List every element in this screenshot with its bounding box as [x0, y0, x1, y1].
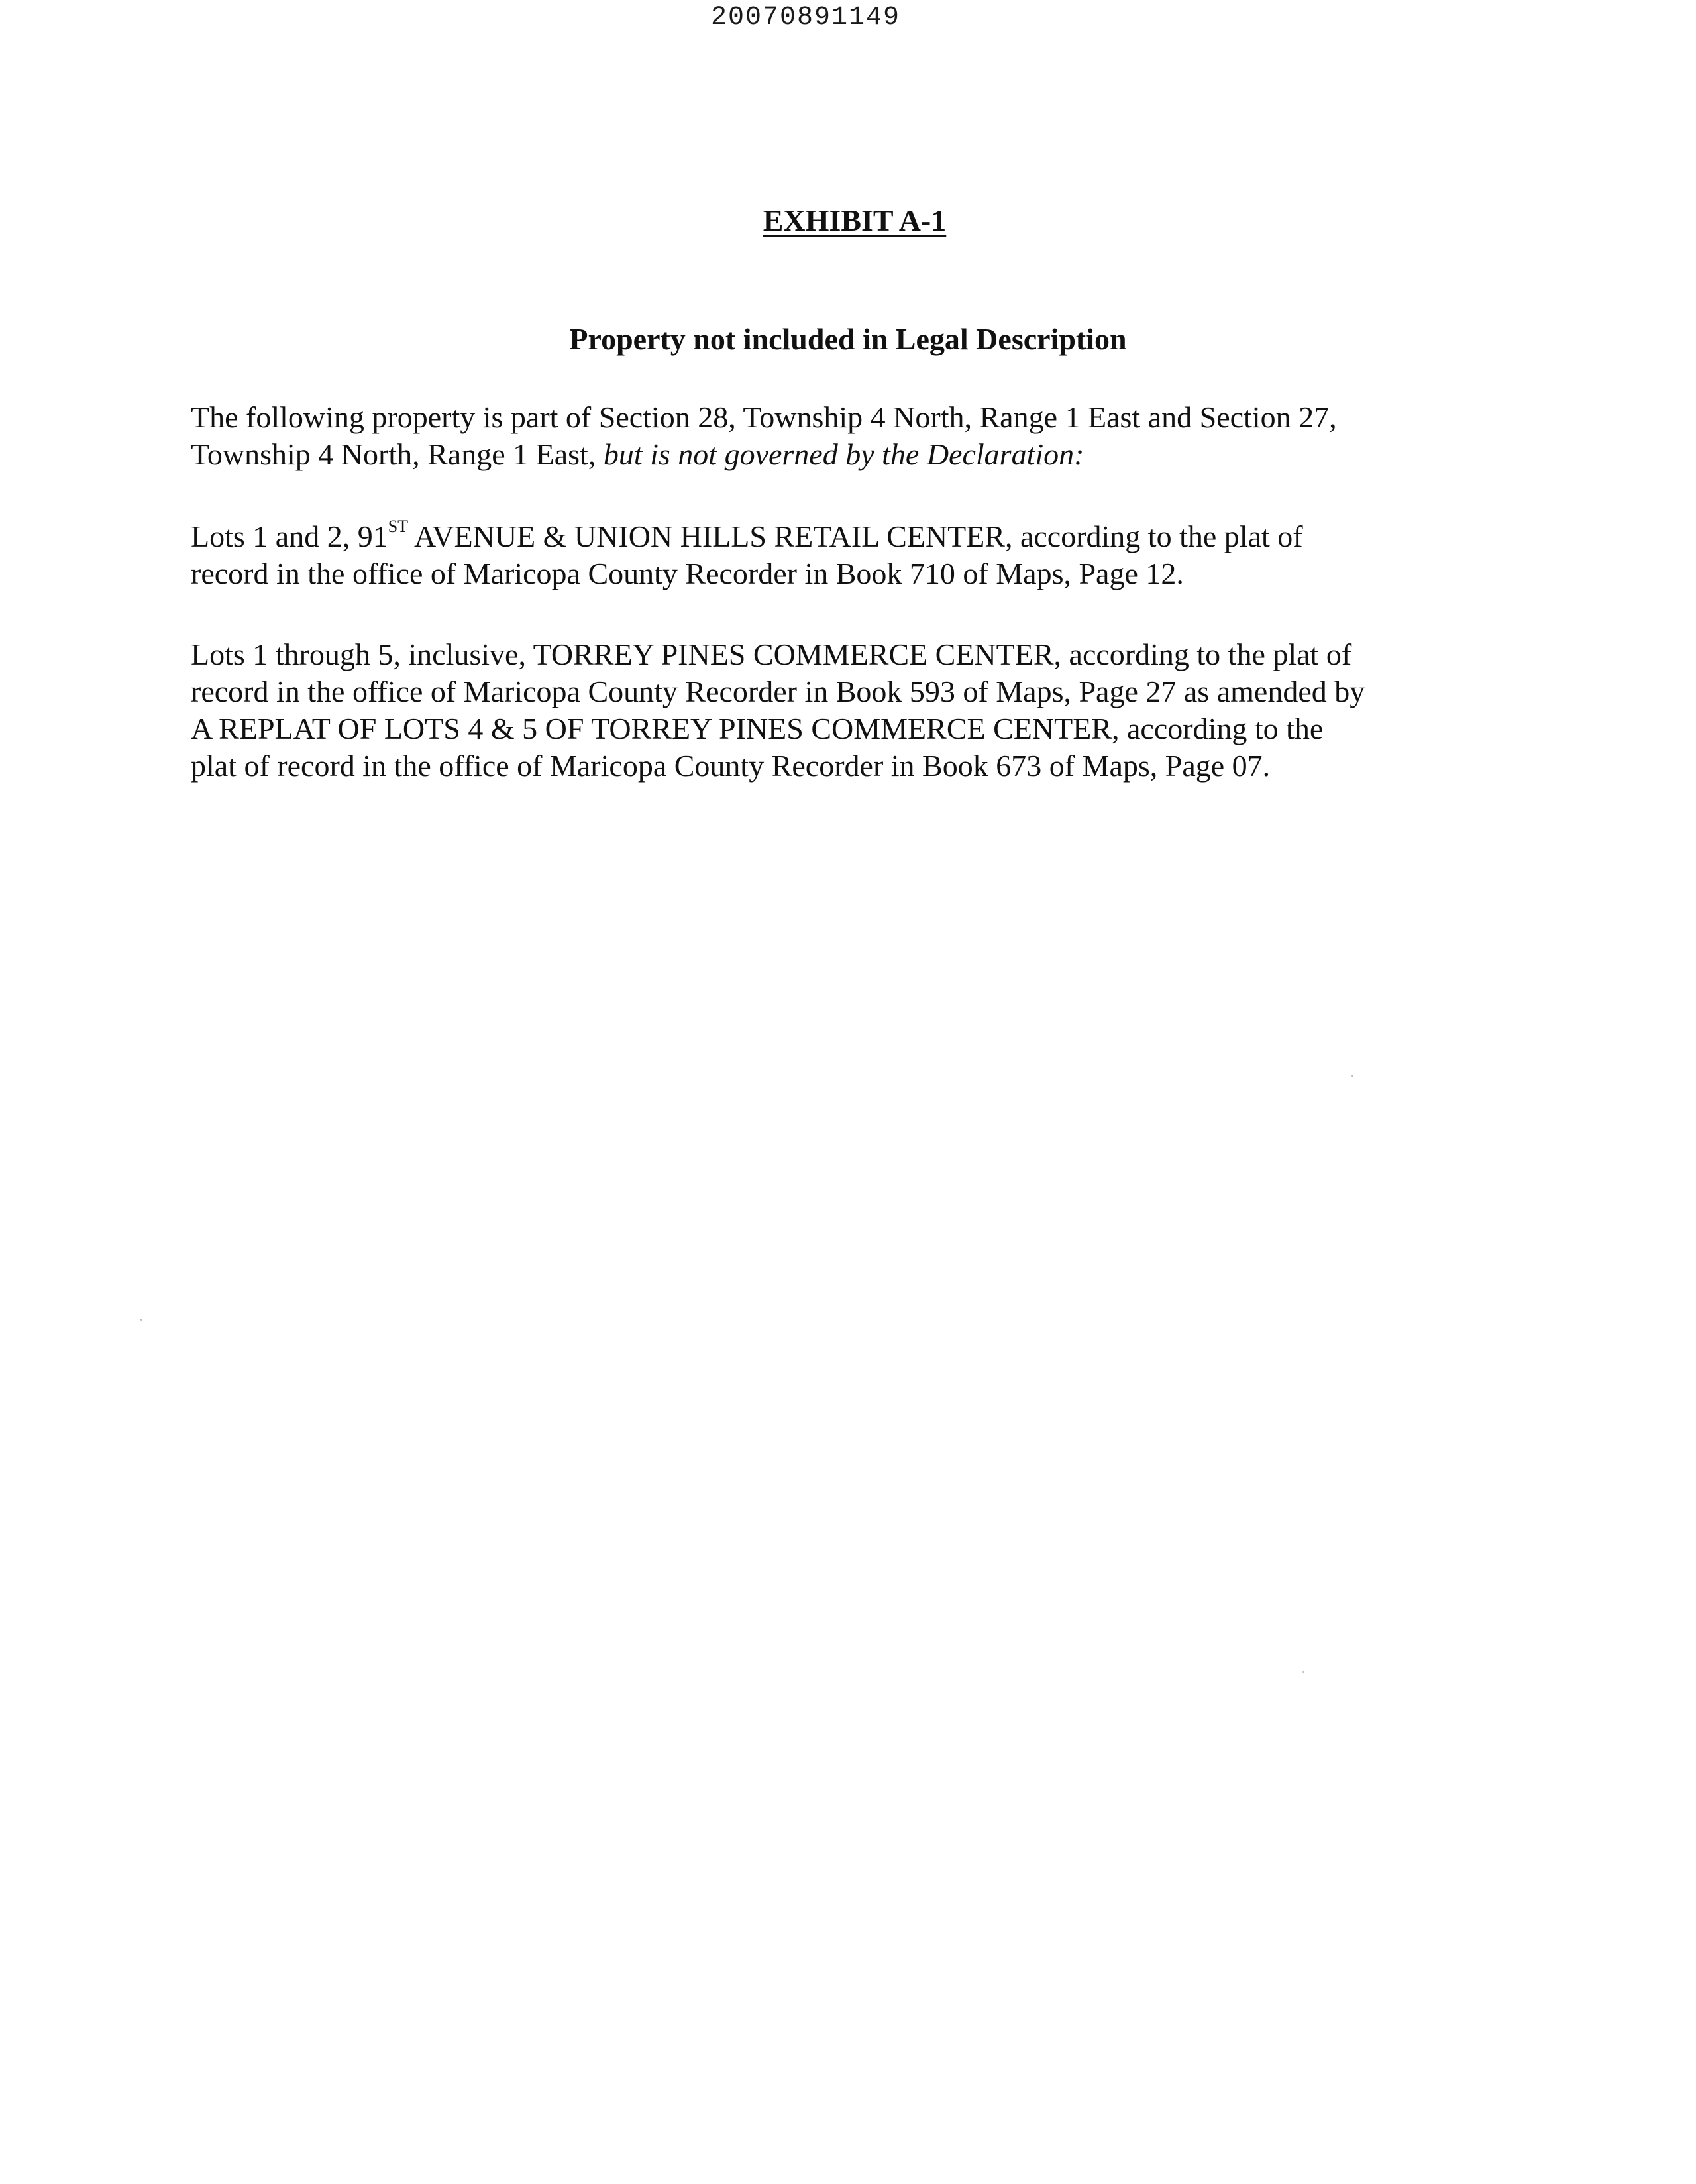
document-number: 20070891149	[711, 3, 901, 32]
paragraph-property-location	[191, 399, 1516, 473]
exhibit-title: EXHIBIT A-1	[763, 203, 947, 237]
paragraph-line: record in the office of Maricopa County Recorder in Book 593 of Maps, Page 27 as amended by	[191, 675, 1365, 708]
paragraph-line: Lots 1 through 5, inclusive, TORREY PINES COMMERCE CENTER, according to the plat of	[191, 637, 1352, 671]
paragraph-line: A REPLAT OF LOTS 4 & 5 OF TORREY PINES COMMERCE CENTER, according to the	[191, 712, 1324, 745]
scan-speck	[1352, 1075, 1353, 1077]
paragraph-line: plat of record in the office of Maricopa County Recorder in Book 673 of Maps, Page 07.	[191, 749, 1271, 783]
paragraph-line	[191, 436, 1516, 473]
declaration-exclusion-text: but is not governed by the Declaration:	[603, 437, 1085, 471]
paragraph-union-hills-lots	[191, 518, 1516, 592]
paragraph-line	[191, 518, 1516, 555]
paragraph-line: The following property is part of Section 28, Township 4 North, Range 1 East and Section 27,	[191, 400, 1337, 434]
scan-speck	[1302, 1671, 1304, 1673]
paragraph-torrey-pines-lots	[191, 636, 1516, 785]
paragraph-text: AVENUE & UNION HILLS RETAIL CENTER, according to the plat of	[408, 519, 1303, 553]
section-heading: Property not included in Legal Description	[569, 322, 1127, 356]
paragraph-text: Township 4 North, Range 1 East,	[191, 437, 604, 471]
paragraph-line: record in the office of Maricopa County Recorder in Book 710 of Maps, Page 12.	[191, 557, 1184, 590]
scan-speck	[140, 1319, 142, 1321]
paragraph-text: Lots 1 and 2, 91	[191, 519, 388, 553]
ordinal-superscript: ST	[388, 517, 409, 536]
